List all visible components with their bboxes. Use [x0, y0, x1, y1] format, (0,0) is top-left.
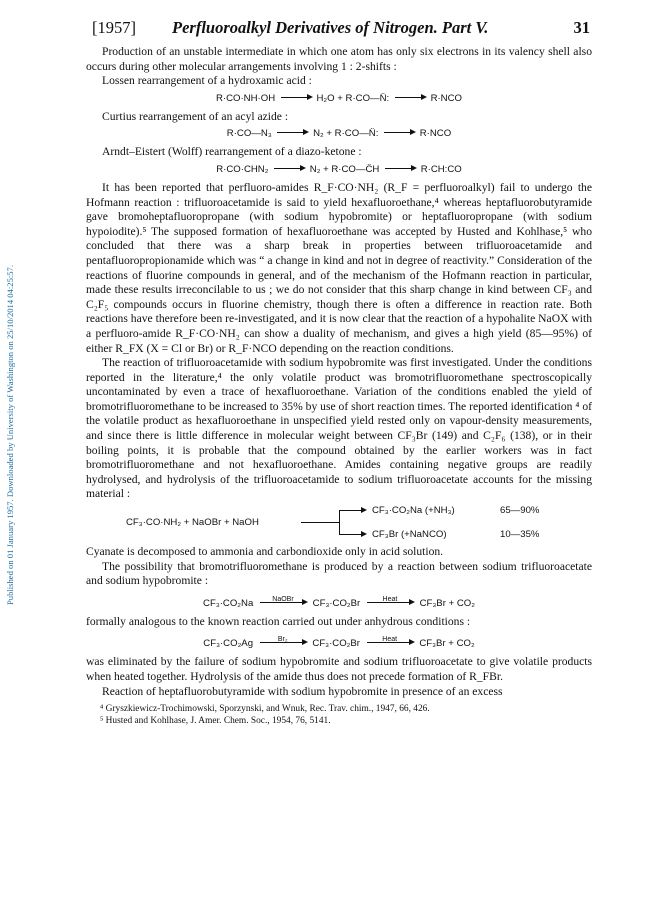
curtius-label: Curtius rearrangement of an acyl azide :: [102, 109, 289, 123]
eq4-reagent: NaOBr: [272, 595, 294, 603]
lossen-reactant: R·CO·NH·OH: [215, 92, 276, 104]
arndt-product: R·CH:CO: [420, 163, 462, 175]
arndt-intermediate: N₂ + R·CO—C̈H: [309, 163, 380, 175]
branch-reactants: CF₃·CO·NH₂ + NaOBr + NaOH: [126, 517, 259, 529]
paragraph-heptafluorobutyramide: Reaction of heptafluorobutyramide with sodium hypobromite in presence of an excess: [102, 684, 503, 698]
download-watermark: [3, 110, 17, 760]
curtius-product: R·NCO: [419, 128, 452, 140]
eq5-reactant: CF₃·CO₂Ag: [203, 638, 254, 650]
lossen-equation: [86, 92, 592, 106]
formally-sentence: formally analogous to the known reaction carried out under anhydrous conditions :: [86, 614, 471, 628]
branch-line: [301, 522, 339, 523]
arrow-icon: [260, 636, 306, 644]
branch-line: [339, 510, 340, 534]
paragraph-eliminated: was eliminated by the failure of sodium hypobromite and sodium trifluoroacetate to give volatile products when heated together. Hydrolysis of the amide thus does not precede formation of R_FBr.: [86, 655, 592, 683]
lossen-intermediate: H₂O + R·CO—N̈:: [316, 92, 390, 104]
footnotes: [86, 703, 592, 727]
arrow-icon: [274, 168, 304, 169]
curtius-equation: [86, 127, 592, 141]
arrow-icon: [339, 510, 365, 511]
eq5-condition: Heat: [382, 636, 398, 644]
arrow-icon: [395, 97, 425, 98]
eq5-intermediate: CF₃·CO₂Br: [312, 638, 360, 650]
eq4-intermediate: CF₃·CO₂Br: [312, 597, 361, 609]
branch-product-1: CF₃·CO₂Na (+NH₃): [372, 505, 455, 517]
hypobromite-equation: [86, 597, 592, 611]
curtius-intermediate: N₂ + R·CO—N̈:: [313, 128, 379, 140]
eq5-product: CF₃Br + CO₂: [419, 638, 475, 650]
branch-equation: [86, 505, 592, 541]
arrow-icon: [281, 97, 311, 98]
running-header: [92, 18, 590, 40]
curtius-reactant: R·CO—N₃: [226, 128, 272, 140]
eq5-reagent: Br₂: [277, 636, 288, 644]
header-year: [1957]: [92, 18, 136, 37]
arrow-icon: [260, 595, 306, 603]
page-number: 31: [573, 18, 590, 37]
arndt-equation: [86, 163, 592, 177]
arrow-icon: [277, 132, 307, 133]
paragraph-hofmann: It has been reported that perfluoro-amides R_F·CO·NH₂ (R_F = perfluoroalkyl) fail to undergo the Hofmann reaction : trifluoroacetamide is said to yield hexafluoroethane,⁴ whereas heptafluorobutyramide gave bromoheptafluoropropane (with sodium hypobromite) or heptafluoropropane (with sodium hypoiodite).⁵ The supposed formation of hexafluoroethane was accepted by Husted and Kohlhase,⁵ who concluded that there was a sharp break in properties between trifluoroacetamide and pentafluoropropionamide which was “ a change in kind and not in degree of reactivity.” Consideration of the reactions of fluorine compounds in general, and of the mechanism of the Hofmann reaction in particular, made these results irreconcilable to us ; we do not consider that this sharp change in kind between CF₃ and C₂F₅ compounds occurs in fluorine chemistry, though there is often a difference in reaction rate. Both reactions have therefore been re-investigated, and it is now clear that the reaction of a hypohalite NaOX with a perfluoro-amide R_F·CO·NH₂ can show a duality of mechanism, and gives a high yield (85—95%) of either R_FX (X = Cl or Br) or R_F·NCO depending on the reaction conditions.: [86, 180, 592, 355]
paragraph-trifluoroacetamide: The reaction of trifluoroacetamide with sodium hypobromite was first investigated. Under the conditions reported in the literature,⁴ the only volatile product was bromotrifluoromethane spectroscopically uncontaminated by even a trace of hexafluoroethane. Variation of the conditions enabled the yield of bromotrifluoromethane to be increased to 35% by use of short reaction times. The reported identification ⁴ of the volatile product as hexafluoroethane in unspecified yield rested only on vapour-density measurements, and since there is little difference in molecular weight between CF₃Br (149) and C₂F₆ (138), or in their boiling points, it is probable that the compound obtained by the earlier workers was in fact bromotrifluoromethane and not hexafluoroethane. Amides containing negative groups are readily hydrolysed, and hydrolysis of the trifluoroacetamide to sodium trifluoroacetate accounts for the missing material :: [86, 356, 592, 501]
article-body: [86, 45, 592, 727]
branch-yield-2: 10—35%: [500, 529, 540, 541]
paragraph-possibility: The possibility that bromotrifluoromethane is produced by a reaction between sodium trifluoroacetate and sodium hypobromite :: [86, 559, 592, 588]
arrow-icon: [385, 168, 415, 169]
intro-paragraph: Production of an unstable intermediate in which one atom has only six electrons in its valency shell also occurs during other molecular arrangements involving 1 : 2-shifts :: [86, 45, 592, 73]
eq4-condition: Heat: [382, 595, 398, 603]
arrow-icon: [367, 636, 413, 644]
branch-yield-1: 65—90%: [500, 505, 540, 517]
header-title: Perfluoroalkyl Derivatives of Nitrogen. Part V.: [172, 18, 489, 37]
lossen-label: Lossen rearrangement of a hydroxamic acid :: [102, 74, 312, 88]
footnote-4: ⁴ Gryszkiewicz-Trochimowski, Sporzynski, and Wnuk, Rec. Trav. chim., 1947, 66, 426.: [100, 704, 430, 715]
eq4-product: CF₃Br + CO₂: [419, 597, 475, 609]
cyanate-sentence: Cyanate is decomposed to ammonia and carbondioxide only in acid solution.: [86, 545, 444, 559]
arrow-icon: [367, 595, 413, 603]
arndt-label: Arndt–Eistert (Wolff) rearrangement of a diazo-ketone :: [102, 145, 362, 159]
silver-salt-equation: [86, 637, 592, 651]
arrow-icon: [384, 132, 414, 133]
eq4-reactant: CF₃·CO₂Na: [203, 597, 254, 609]
download-watermark-text: Published on 01 January 1957. Downloaded by University of Washington on 25/10/2014 04:25:57.: [5, 264, 15, 606]
footnote-5: ⁵ Husted and Kohlhase, J. Amer. Chem. Soc., 1954, 76, 5141.: [100, 716, 331, 727]
lossen-product: R·NCO: [430, 92, 463, 104]
arndt-reactant: R·CO·CHN₂: [216, 163, 269, 175]
branch-product-2: CF₃Br (+NaNCO): [372, 529, 447, 541]
arrow-icon: [339, 534, 365, 535]
